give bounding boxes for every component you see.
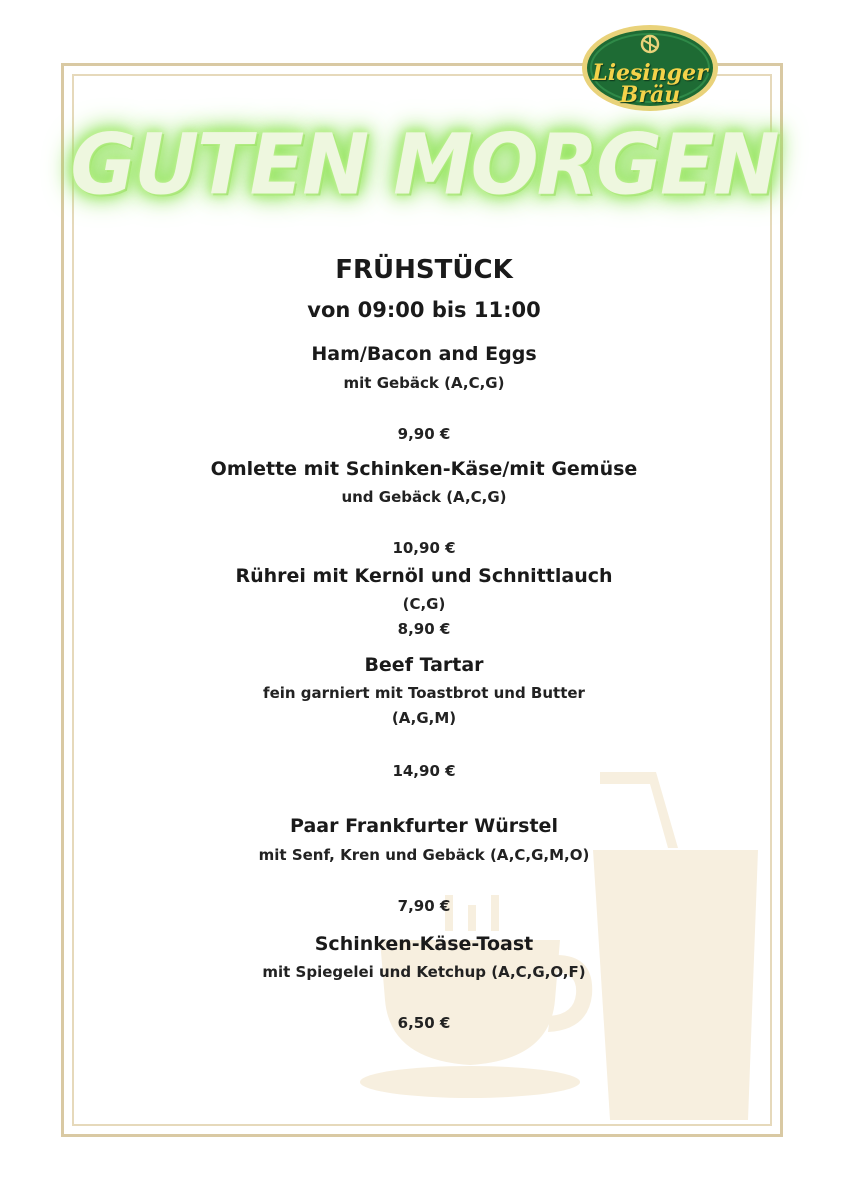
- item-desc: mit Gebäck (A,C,G): [343, 374, 505, 392]
- item-name: Paar Frankfurter Würstel: [290, 815, 558, 837]
- logo-text-line2: Bräu: [619, 82, 681, 108]
- item-price: 9,90 €: [397, 425, 451, 443]
- item-desc-2: (A,G,M): [391, 709, 457, 727]
- item-name: Schinken-Käse-Toast: [314, 933, 534, 955]
- section-title: FRÜHSTÜCK: [335, 255, 513, 285]
- item-price: 7,90 €: [397, 897, 451, 915]
- item-name: Ham/Bacon and Eggs: [311, 343, 537, 365]
- item-name: Beef Tartar: [364, 654, 484, 676]
- item-desc: mit Spiegelei und Ketchup (A,C,G,O,F): [262, 963, 586, 981]
- item-desc: (C,G): [402, 595, 446, 613]
- item-price: 6,50 €: [397, 1014, 451, 1032]
- item-price: 14,90 €: [392, 762, 456, 780]
- logo-text-line1: Liesinger: [592, 60, 708, 86]
- section-hours: von 09:00 bis 11:00: [307, 298, 541, 322]
- item-name: Omlette mit Schinken-Käse/mit Gemüse: [210, 458, 638, 480]
- item-desc: fein garniert mit Toastbrot und Butter: [263, 684, 585, 702]
- headline: GUTEN MORGEN: [70, 115, 778, 214]
- item-price: 10,90 €: [392, 539, 456, 557]
- item-desc: und Gebäck (A,C,G): [341, 488, 507, 506]
- item-price: 8,90 €: [397, 620, 451, 638]
- item-name: Rührei mit Kernöl und Schnittlauch: [235, 565, 613, 587]
- item-desc: mit Senf, Kren und Gebäck (A,C,G,M,O): [258, 846, 590, 864]
